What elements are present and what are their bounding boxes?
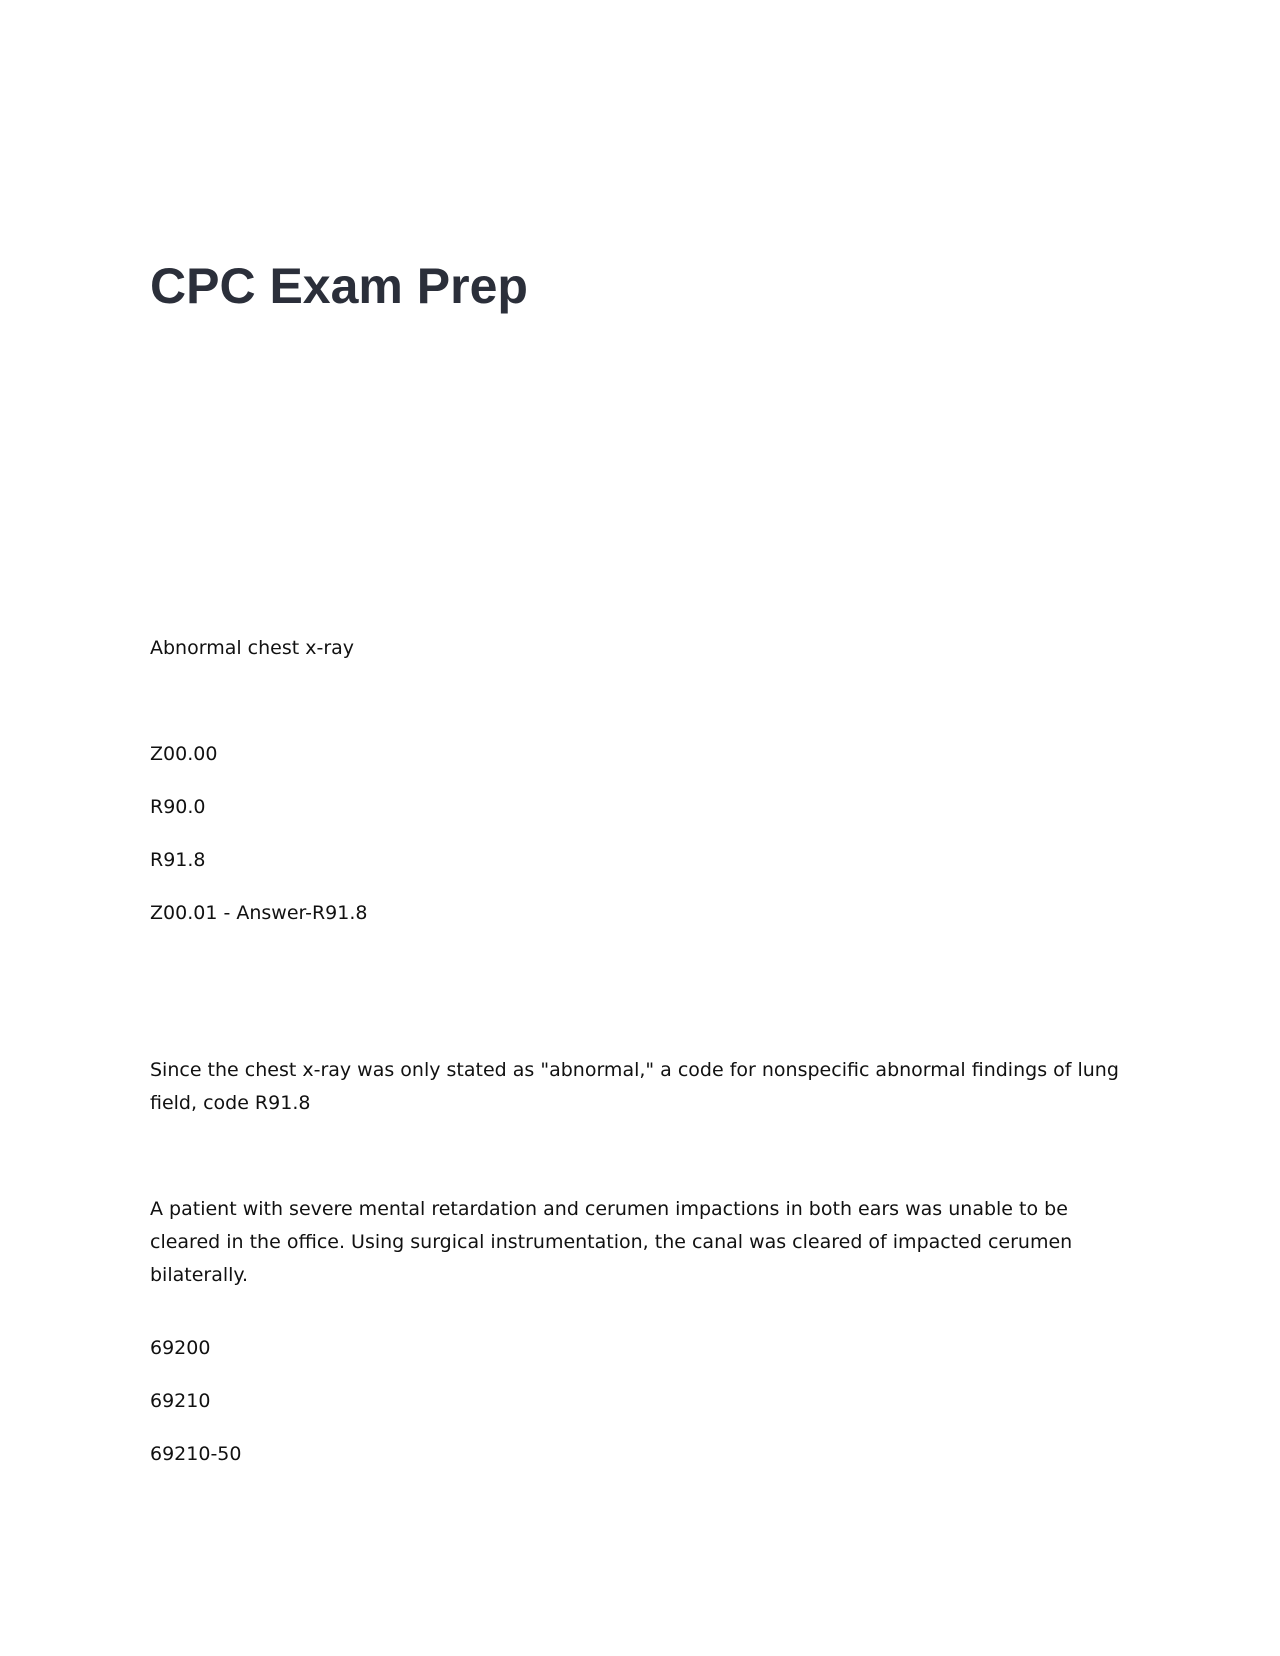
question-2-text: A patient with severe mental retardation and cerumen impactions in both ears was unable to be cleared in the office. Using surgical instrumentation, the canal was cleared of impacted cerumen bilaterally. (150, 1198, 1073, 1286)
question-2-option-1: 69200 (150, 1337, 211, 1359)
page-title: CPC Exam Prep (150, 258, 528, 314)
question-1-rationale: Since the chest x-ray was only stated as "abnormal," a code for nonspecific abnormal findings of lung field, code R91.8 (150, 1059, 1119, 1114)
question-1-option-4-answer: Z00.01 - Answer-R91.8 (150, 902, 368, 924)
question-1-text: Abnormal chest x-ray (150, 637, 355, 659)
question-1-option-3: R91.8 (150, 849, 206, 871)
question-1-option-2: R90.0 (150, 796, 206, 818)
question-1-option-1: Z00.00 (150, 743, 218, 765)
question-2-option-2: 69210 (150, 1390, 211, 1412)
question-2-option-3: 69210-50 (150, 1443, 242, 1465)
